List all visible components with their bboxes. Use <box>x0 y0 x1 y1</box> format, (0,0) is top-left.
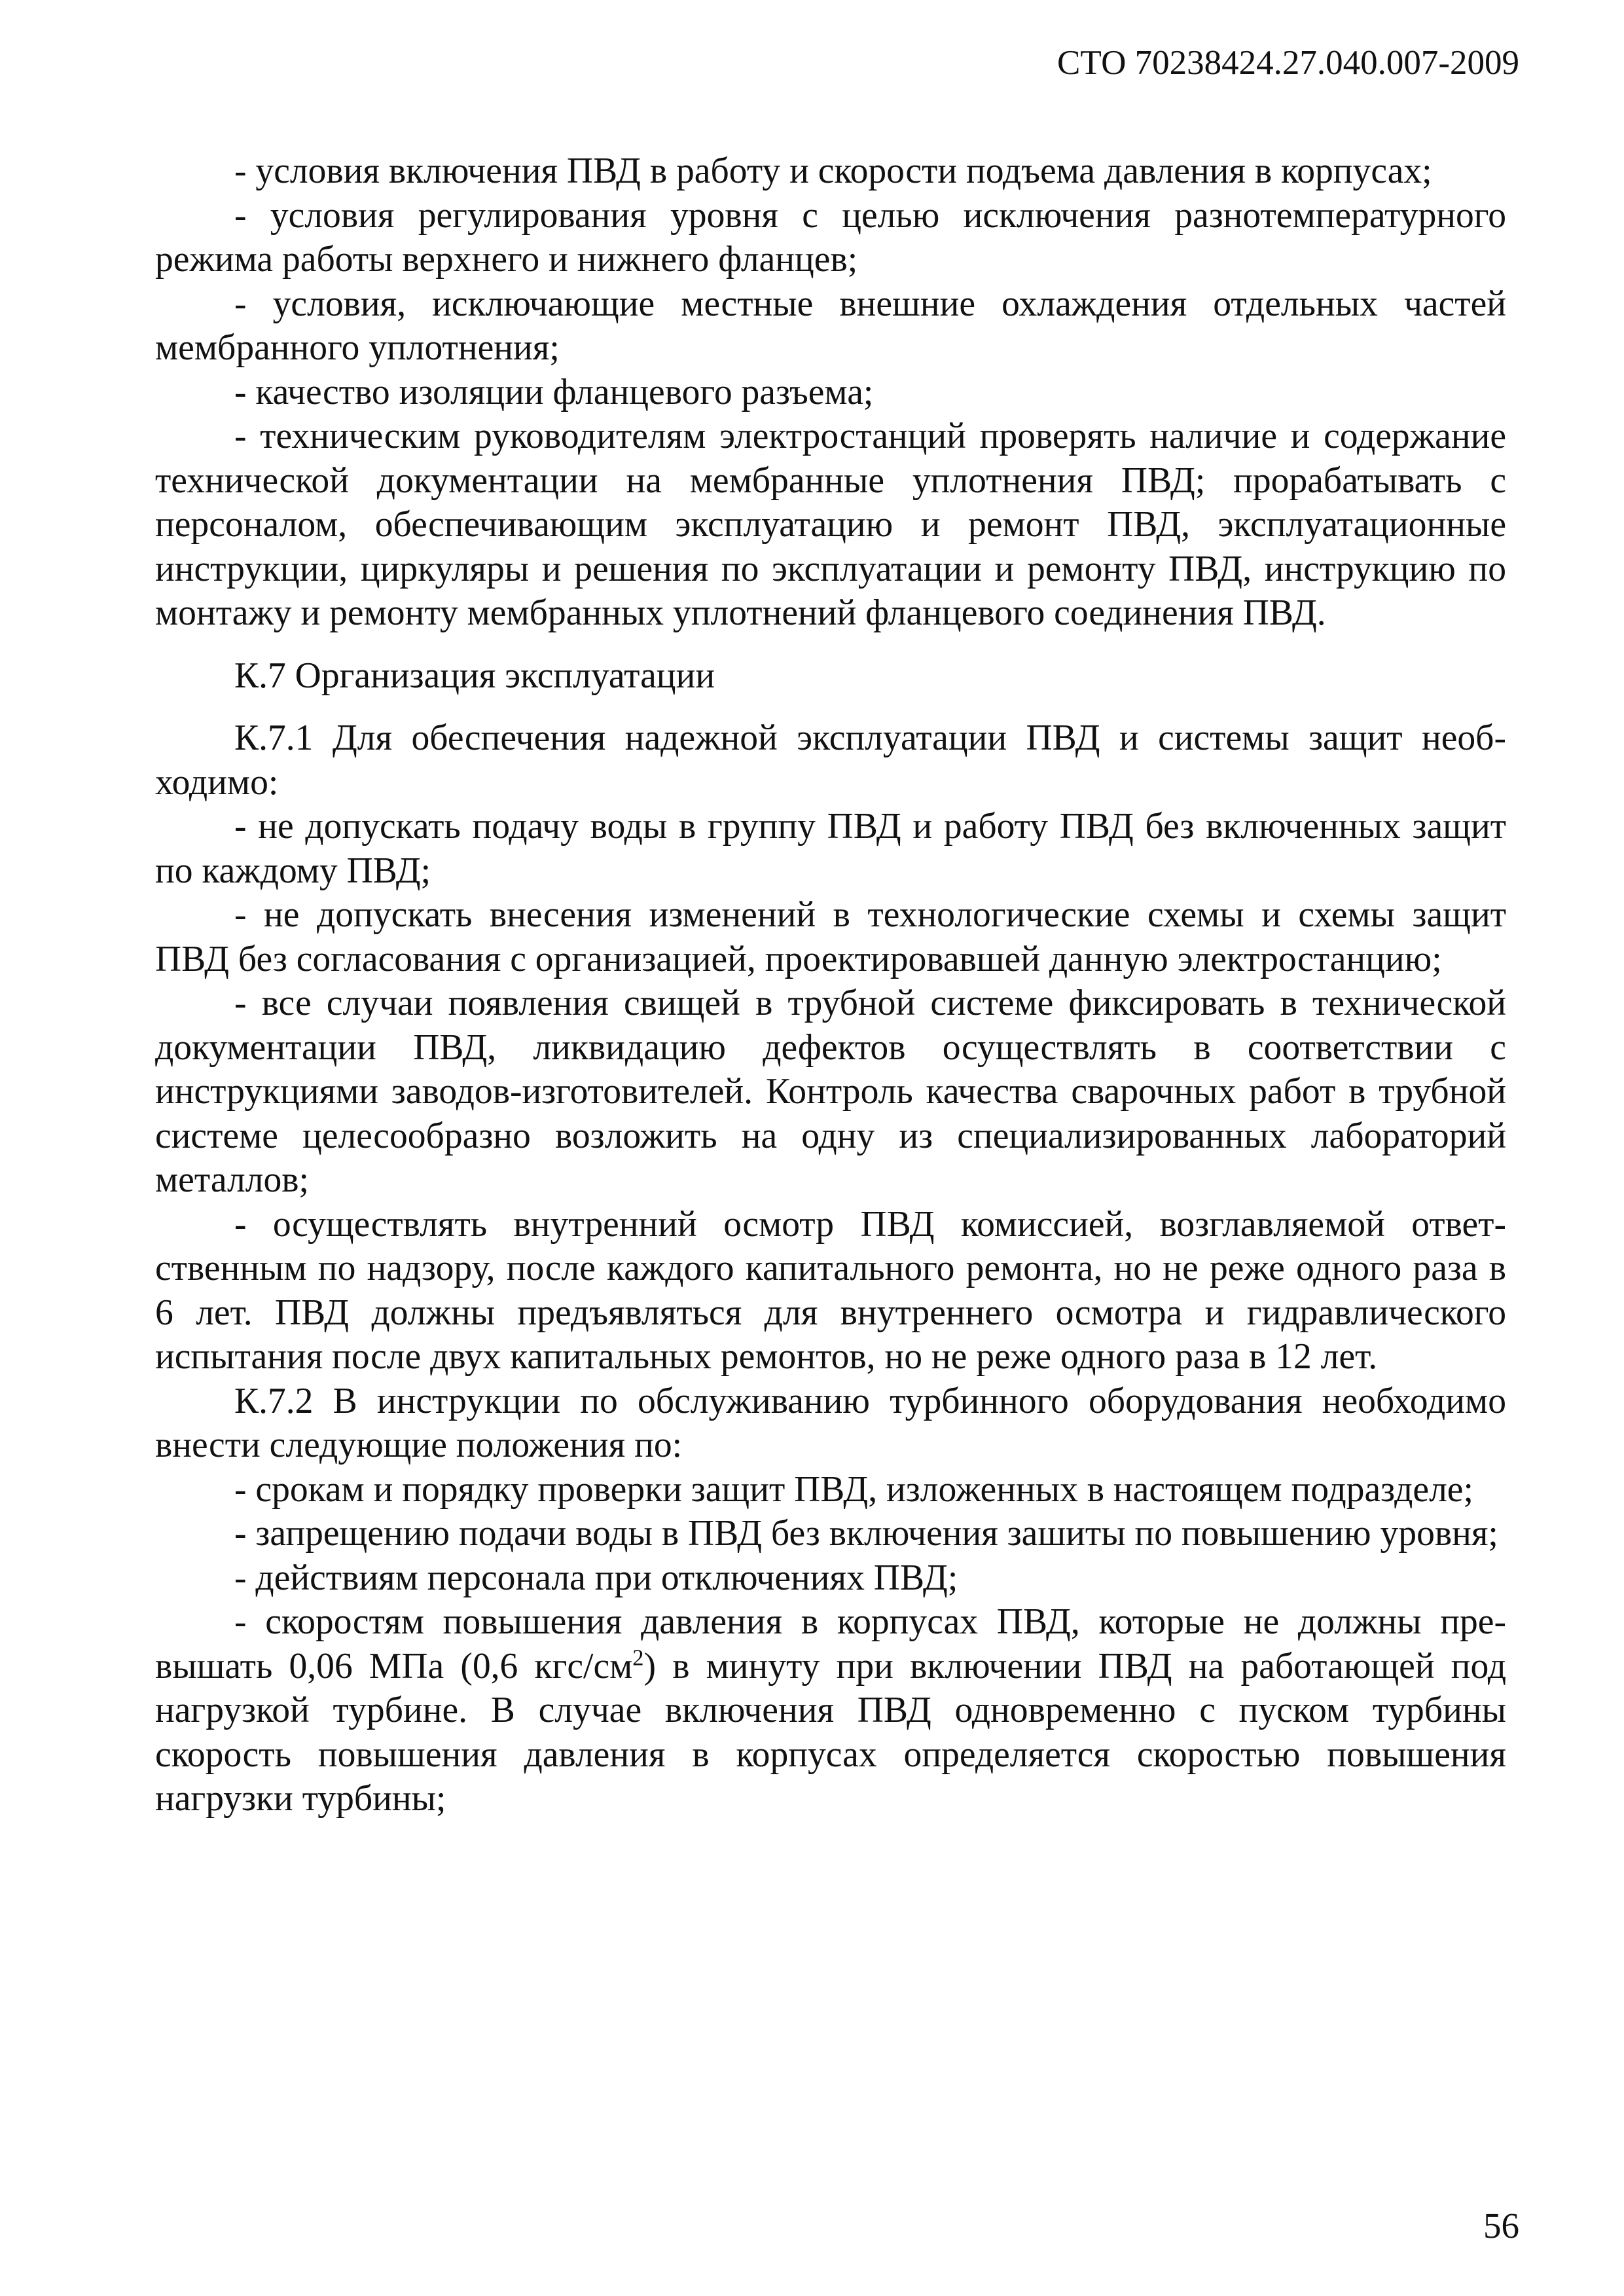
document-code-header: СТО 70238424.27.040.007-2009 <box>1057 44 1519 82</box>
paragraph-16 <box>155 1600 1506 1821</box>
paragraph-15: - действиям персонала при отключениях ПВД; <box>234 1557 958 1598</box>
paragraph-8: - не допускать подачу воды в группу ПВД и работу ПВД без включенных защит по каждому ПВД; <box>155 806 1506 891</box>
paragraph-1: - условия включения ПВД в работу и скорости подъема давления в корпусах; <box>234 151 1432 191</box>
paragraph-10: - все случаи появления свищей в трубной системе фиксировать в технической документации ПВД, ликвидацию дефектов осуществлять в соответствии с инструкциями заводов-изготовителей. Контроль качества сварочных работ в трубной системе целесообразно возложить на одну из специализированных лабораторий металлов; <box>155 983 1506 1200</box>
paragraph-2: - условия регулирования уровня с целью исключения разнотемпературного режима работы верхнего и нижнего фланцев; <box>155 194 1506 280</box>
paragraph-13: - срокам и порядку проверки защит ПВД, изложенных в настоящем подразделе; <box>234 1468 1473 1510</box>
paragraph-16-before: - скоростям повышения давления в корпусах ПВД, которые не должны превышать 0,06 МПа (0,6 кгс/см <box>155 1601 1506 1686</box>
paragraph-9: - не допускать внесения изменений в технологические схемы и схемы защит ПВД без согласования с организацией, проектировавшей данную электростанцию; <box>155 894 1506 979</box>
paragraph-3: - условия, исключающие местные внешние охлаждения отдельных частей мембранного уплотнения; <box>155 283 1506 368</box>
section-heading-k7: К.7 Организация эксплуатации <box>234 655 715 696</box>
paragraph-14: - запрещению подачи воды в ПВД без включения зашиты по повышению уровня; <box>234 1513 1498 1554</box>
paragraph-11: - осуществлять внутренний осмотр ПВД комиссией, возглавляемой ответственным по надзору, после каждого капитального ремонта, но не реже одного раза в 6 лет. ПВД должны предъявляться для внутреннего осмотра и гидравлического испытания после двух капитальных ремонтов, но не реже одного раза в 12 лет. <box>155 1203 1506 1377</box>
paragraph-k7-1: К.7.1 Для обеспечения надежной эксплуатации ПВД и системы защит необходимо: <box>155 718 1506 803</box>
page-number: 56 <box>1483 2206 1519 2246</box>
paragraph-16-after: ) в минуту при включении ПВД на работающей под нагрузкой турбине. В случае включения ПВД одновременно с пуском турбины скорость повышения давления в корпусах определяется скоростью повышения нагрузки турбины; <box>155 1645 1506 1819</box>
paragraph-16-superscript: 2 <box>632 1645 644 1670</box>
paragraph-4: - качество изоляции фланцевого разъема; <box>234 371 874 412</box>
paragraph-k7-2: К.7.2 В инструкции по обслуживанию турбинного оборудования необходимо внести следующие положения по: <box>155 1380 1506 1465</box>
body-text <box>155 149 1506 1821</box>
paragraph-5: - техническим руководителям электростанций проверять наличие и содержание технической документации на мембранные уплотнения ПВД; прорабатывать с персоналом, обеспечивающим эксплуатацию и ремонт ПВД, эксплуатационные инструкции, циркуляры и решения по эксплуатации и ремонту ПВД, инструкцию по монтажу и ремонту мембранных уплотнений фланцевого соединения ПВД. <box>155 416 1506 633</box>
